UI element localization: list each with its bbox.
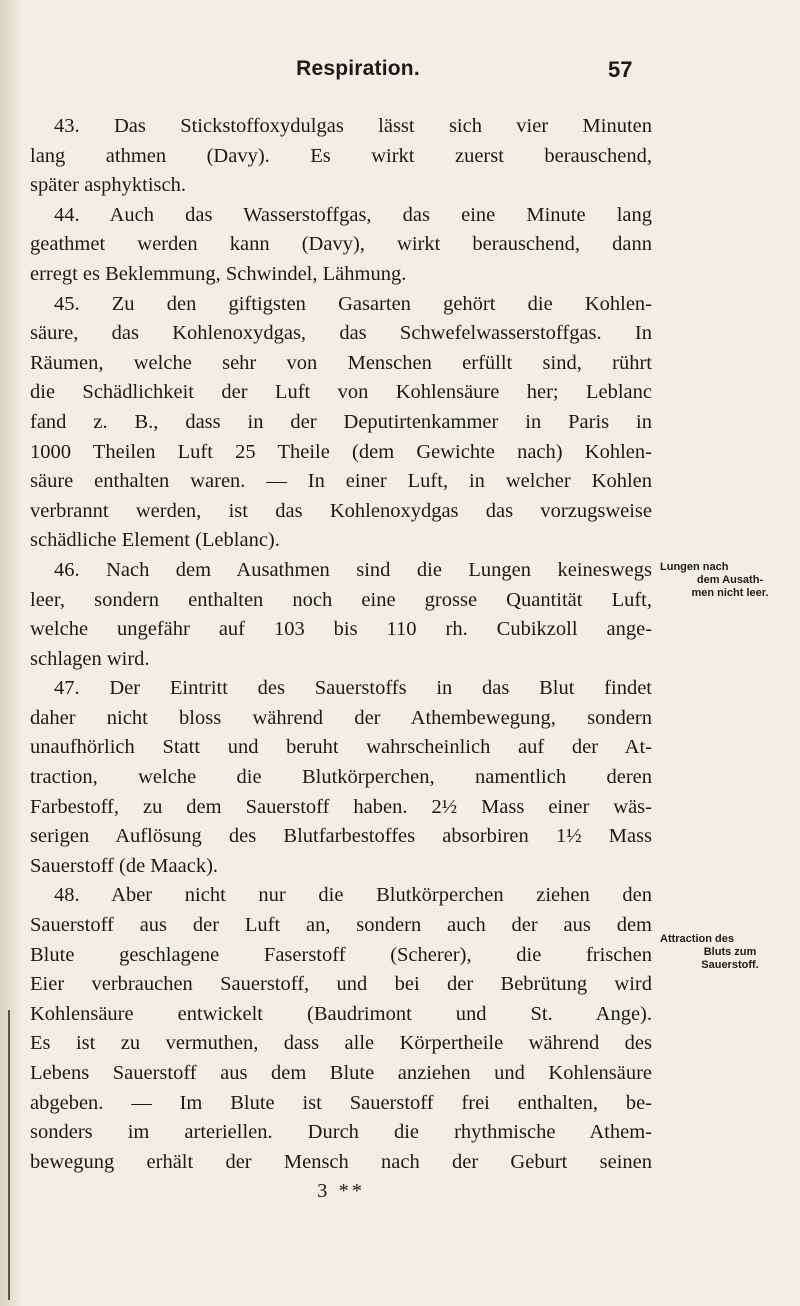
margin-note-attraction [660,933,800,972]
text-line: daher nicht bloss während der Athembewegung, sondern [30,706,652,729]
text-line: die Schädlichkeit der Luft von Kohlensäure her; Leblanc [30,381,652,404]
margin-note-line: Bluts zum [703,946,757,958]
page-header [0,57,800,97]
margin-note-line: men nicht leer. [691,587,769,599]
text-line: 46. Nach dem Ausathmen sind die Lungen keineswegs [54,558,652,581]
text-line: 45. Zu den giftigsten Gasarten gehört die Kohlen- [54,292,652,315]
text-line: Blute geschlagene Faserstoff (Scherer), die frischen [30,943,652,966]
text-line: erregt es Beklemmung, Schwindel, Lähmung. [30,262,407,285]
text-line: schlagen wird. [30,647,150,670]
page-edge-shadow [0,0,22,1306]
text-line: säure enthalten waren. — In einer Luft, in welcher Kohlen [30,470,652,493]
text-line: 1000 Theilen Luft 25 Theile (dem Gewichte nach) Kohlen- [30,440,652,463]
text-line: lang athmen (Davy). Es wirkt zuerst berauschend, [30,144,652,167]
text-line: Lebens Sauerstoff aus dem Blute anziehen und Kohlensäure [30,1062,652,1084]
text-line: später asphyktisch. [30,174,186,197]
text-line: welche ungefähr auf 103 bis 110 rh. Cubikzoll ange- [30,618,652,641]
margin-note-lungs [660,561,800,600]
text-line: 47. Der Eintritt des Sauerstoffs in das Blut findet [54,677,652,700]
text-line: schädliche Element (Leblanc). [30,529,280,552]
text-line: säure, das Kohlenoxydgas, das Schwefelwasserstoffgas. In [30,322,652,345]
text-line: unaufhörlich Statt und beruht wahrscheinlich auf der At- [30,736,652,759]
margin-note-line: Sauerstoff. [701,959,759,971]
text-line: verbrannt werden, ist das Kohlenoxydgas das vorzugsweise [30,499,652,522]
text-line: geathmet werden kann (Davy), wirkt berauschend, dann [30,233,652,256]
text-line: 48. Aber nicht nur die Blutkörperchen ziehen den [54,884,652,907]
margin-note-line: dem Ausath- [696,574,764,586]
text-line: Sauerstoff aus der Luft an, sondern auch der aus dem [30,914,652,937]
text-line: fand z. B., dass in der Deputirtenkammer in Paris in [30,410,652,433]
text-line: 43. Das Stickstoffoxydulgas lässt sich vier Minuten [54,115,652,137]
text-line: Räumen, welche sehr von Menschen erfüllt sind, rührt [30,351,652,374]
text-line: Es ist zu vermuthen, dass alle Körpertheile während des [30,1032,652,1055]
text-line: 44. Auch das Wasserstoffgas, das eine Minute lang [54,203,652,226]
text-line: abgeben. — Im Blute ist Sauerstoff frei enthalten, be- [30,1091,652,1114]
text-line: Farbestoff, zu dem Sauerstoff haben. 2½ Mass einer wäs- [30,795,652,818]
text-line: sonders im arteriellen. Durch die rhythmische Athem- [30,1121,652,1144]
margin-note-line: Lungen nach [660,561,729,573]
text-line: bewegung erhält der Mensch nach der Geburt seinen [30,1150,652,1173]
text-line: traction, welche die Blutkörperchen, namentlich deren [30,766,652,789]
text-line: Eier verbrauchen Sauerstoff, und bei der Bebrütung wird [30,973,652,996]
running-title: Respiration. [296,57,420,80]
signature-mark: 3 ** [317,1180,365,1203]
text-line: Sauerstoff (de Maack). [30,854,219,877]
text-line: serigen Auflösung des Blutfarbestoffes absorbiren 1½ Mass [30,825,652,848]
body-text [30,112,652,1207]
margin-note-line: Attraction des [660,933,734,945]
page-number: 57 [608,57,633,82]
text-line: Kohlensäure entwickelt (Baudrimont und St. Ange). [30,1002,652,1025]
gutter-rule [8,1010,10,1300]
text-line: leer, sondern enthalten noch eine grosse Quantität Luft, [30,588,652,611]
